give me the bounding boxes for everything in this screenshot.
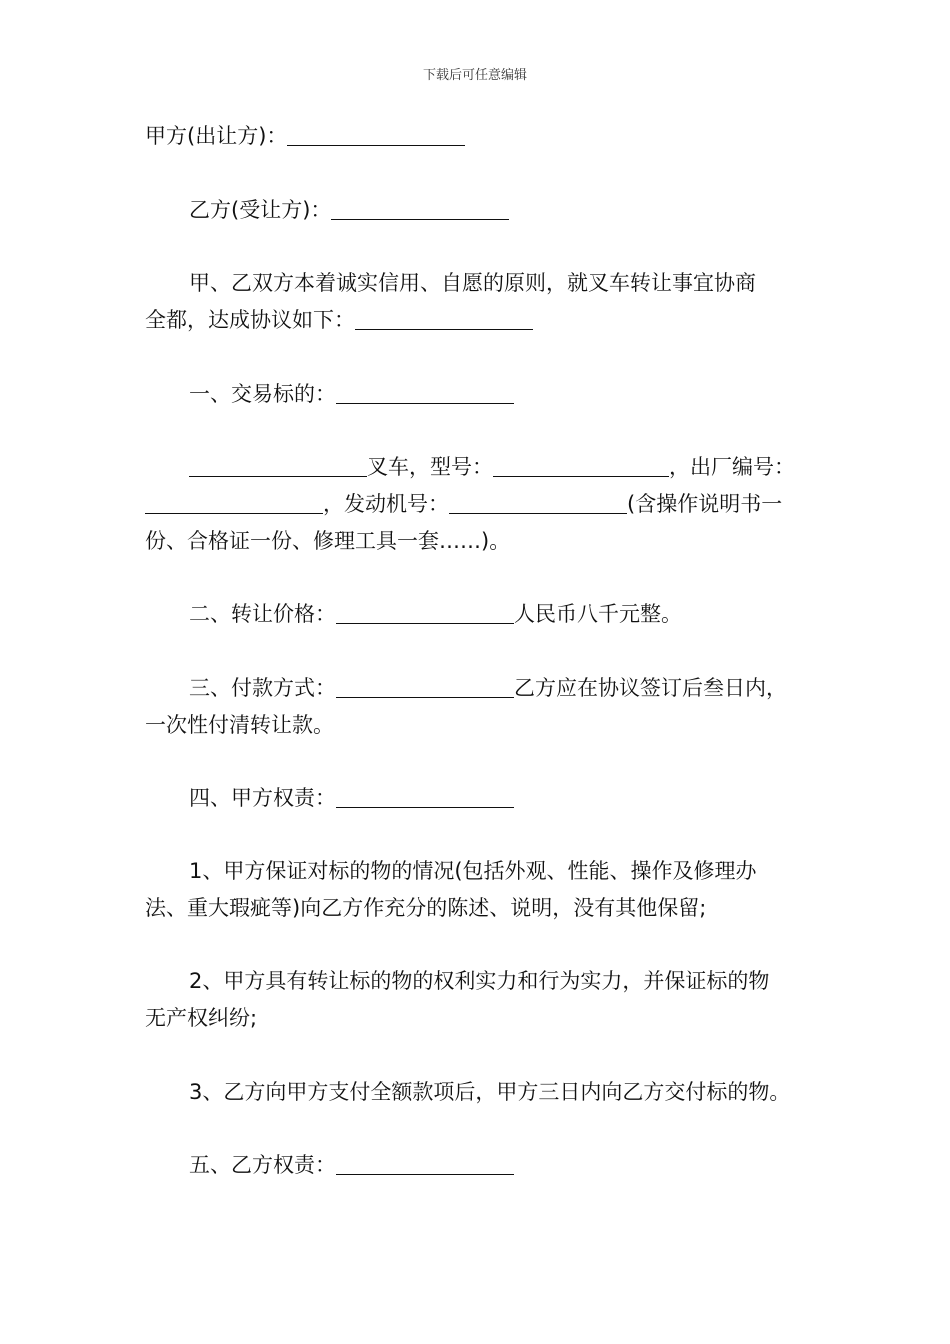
section-2-label: 二、转让价格： — [189, 602, 336, 626]
engine-number-label: ，发动机号： — [323, 492, 449, 516]
section-3-line-1 — [145, 670, 817, 707]
section-4-label: 四、甲方权责： — [189, 786, 336, 810]
party-a-line — [145, 118, 817, 155]
preamble-paragraph — [145, 265, 817, 339]
party-b-label: 乙方(受让方)： — [189, 198, 332, 222]
section-1-heading — [145, 376, 817, 413]
party-a-blank[interactable] — [287, 123, 465, 146]
section-1-blank[interactable] — [336, 381, 514, 404]
engine-number-blank[interactable] — [449, 491, 627, 514]
section-4-heading — [145, 780, 817, 817]
section-2-value: 人民币八千元整。 — [514, 602, 682, 626]
section-5-heading — [145, 1147, 817, 1184]
party-a-label: 甲方(出让方)： — [145, 124, 288, 148]
clause-3-line-1: 3、乙方向甲方支付全额款项后，甲方三日内向乙方交付标的物。 — [189, 1080, 791, 1104]
section-3-line-2: 一次性付清转让款。 — [145, 713, 334, 737]
party-b-line — [145, 192, 817, 229]
section-3-label: 三、付款方式： — [189, 676, 336, 700]
forklift-line-1 — [145, 449, 817, 486]
preamble-blank[interactable] — [355, 307, 533, 330]
preamble-line-2-text: 全都，达成协议如下： — [145, 308, 355, 332]
attachments-text-1: (含操作说明书一 — [627, 492, 783, 516]
section-3-paragraph — [145, 670, 817, 744]
section-1-label: 一、交易标的： — [189, 382, 336, 406]
forklift-details-paragraph — [145, 449, 817, 560]
factory-number-blank[interactable] — [145, 491, 323, 514]
clause-2-paragraph — [145, 963, 817, 1037]
forklift-line-3: 份、合格证一份、修理工具一套……)。 — [145, 529, 511, 553]
party-b-blank[interactable] — [331, 197, 509, 220]
forklift-brand-blank[interactable] — [189, 454, 367, 477]
clause-2-line-1: 2、甲方具有转让标的物的权利实力和行为实力，并保证标的物 — [189, 969, 770, 993]
section-2-blank[interactable] — [336, 601, 514, 624]
preamble-line-2 — [145, 302, 817, 339]
clause-1-line-1: 1、甲方保证对标的物的情况(包括外观、性能、操作及修理办 — [189, 859, 757, 883]
forklift-model-blank[interactable] — [493, 454, 669, 477]
section-5-label: 五、乙方权责： — [189, 1153, 336, 1177]
clause-3-paragraph — [145, 1074, 817, 1111]
clause-1-line-2: 法、重大瑕疵等)向乙方作充分的陈述、说明，没有其他保留; — [145, 896, 707, 920]
forklift-line-2 — [145, 486, 817, 523]
clause-1-paragraph — [145, 853, 817, 927]
page-header: 下载后可任意编辑 — [422, 68, 527, 83]
forklift-model-label: 叉车，型号： — [367, 455, 493, 479]
section-3-value: 乙方应在协议签订后叁日内， — [514, 676, 787, 700]
section-2-heading — [145, 596, 817, 633]
section-3-blank[interactable] — [336, 675, 514, 698]
section-5-blank[interactable] — [336, 1152, 514, 1175]
factory-number-label: ，出厂编号： — [669, 455, 795, 479]
section-4-blank[interactable] — [336, 785, 514, 808]
clause-2-line-2: 无产权纠纷; — [145, 1006, 258, 1030]
preamble-line-1: 甲、乙双方本着诚实信用、自愿的原则，就叉车转让事宜协商 — [189, 271, 756, 295]
